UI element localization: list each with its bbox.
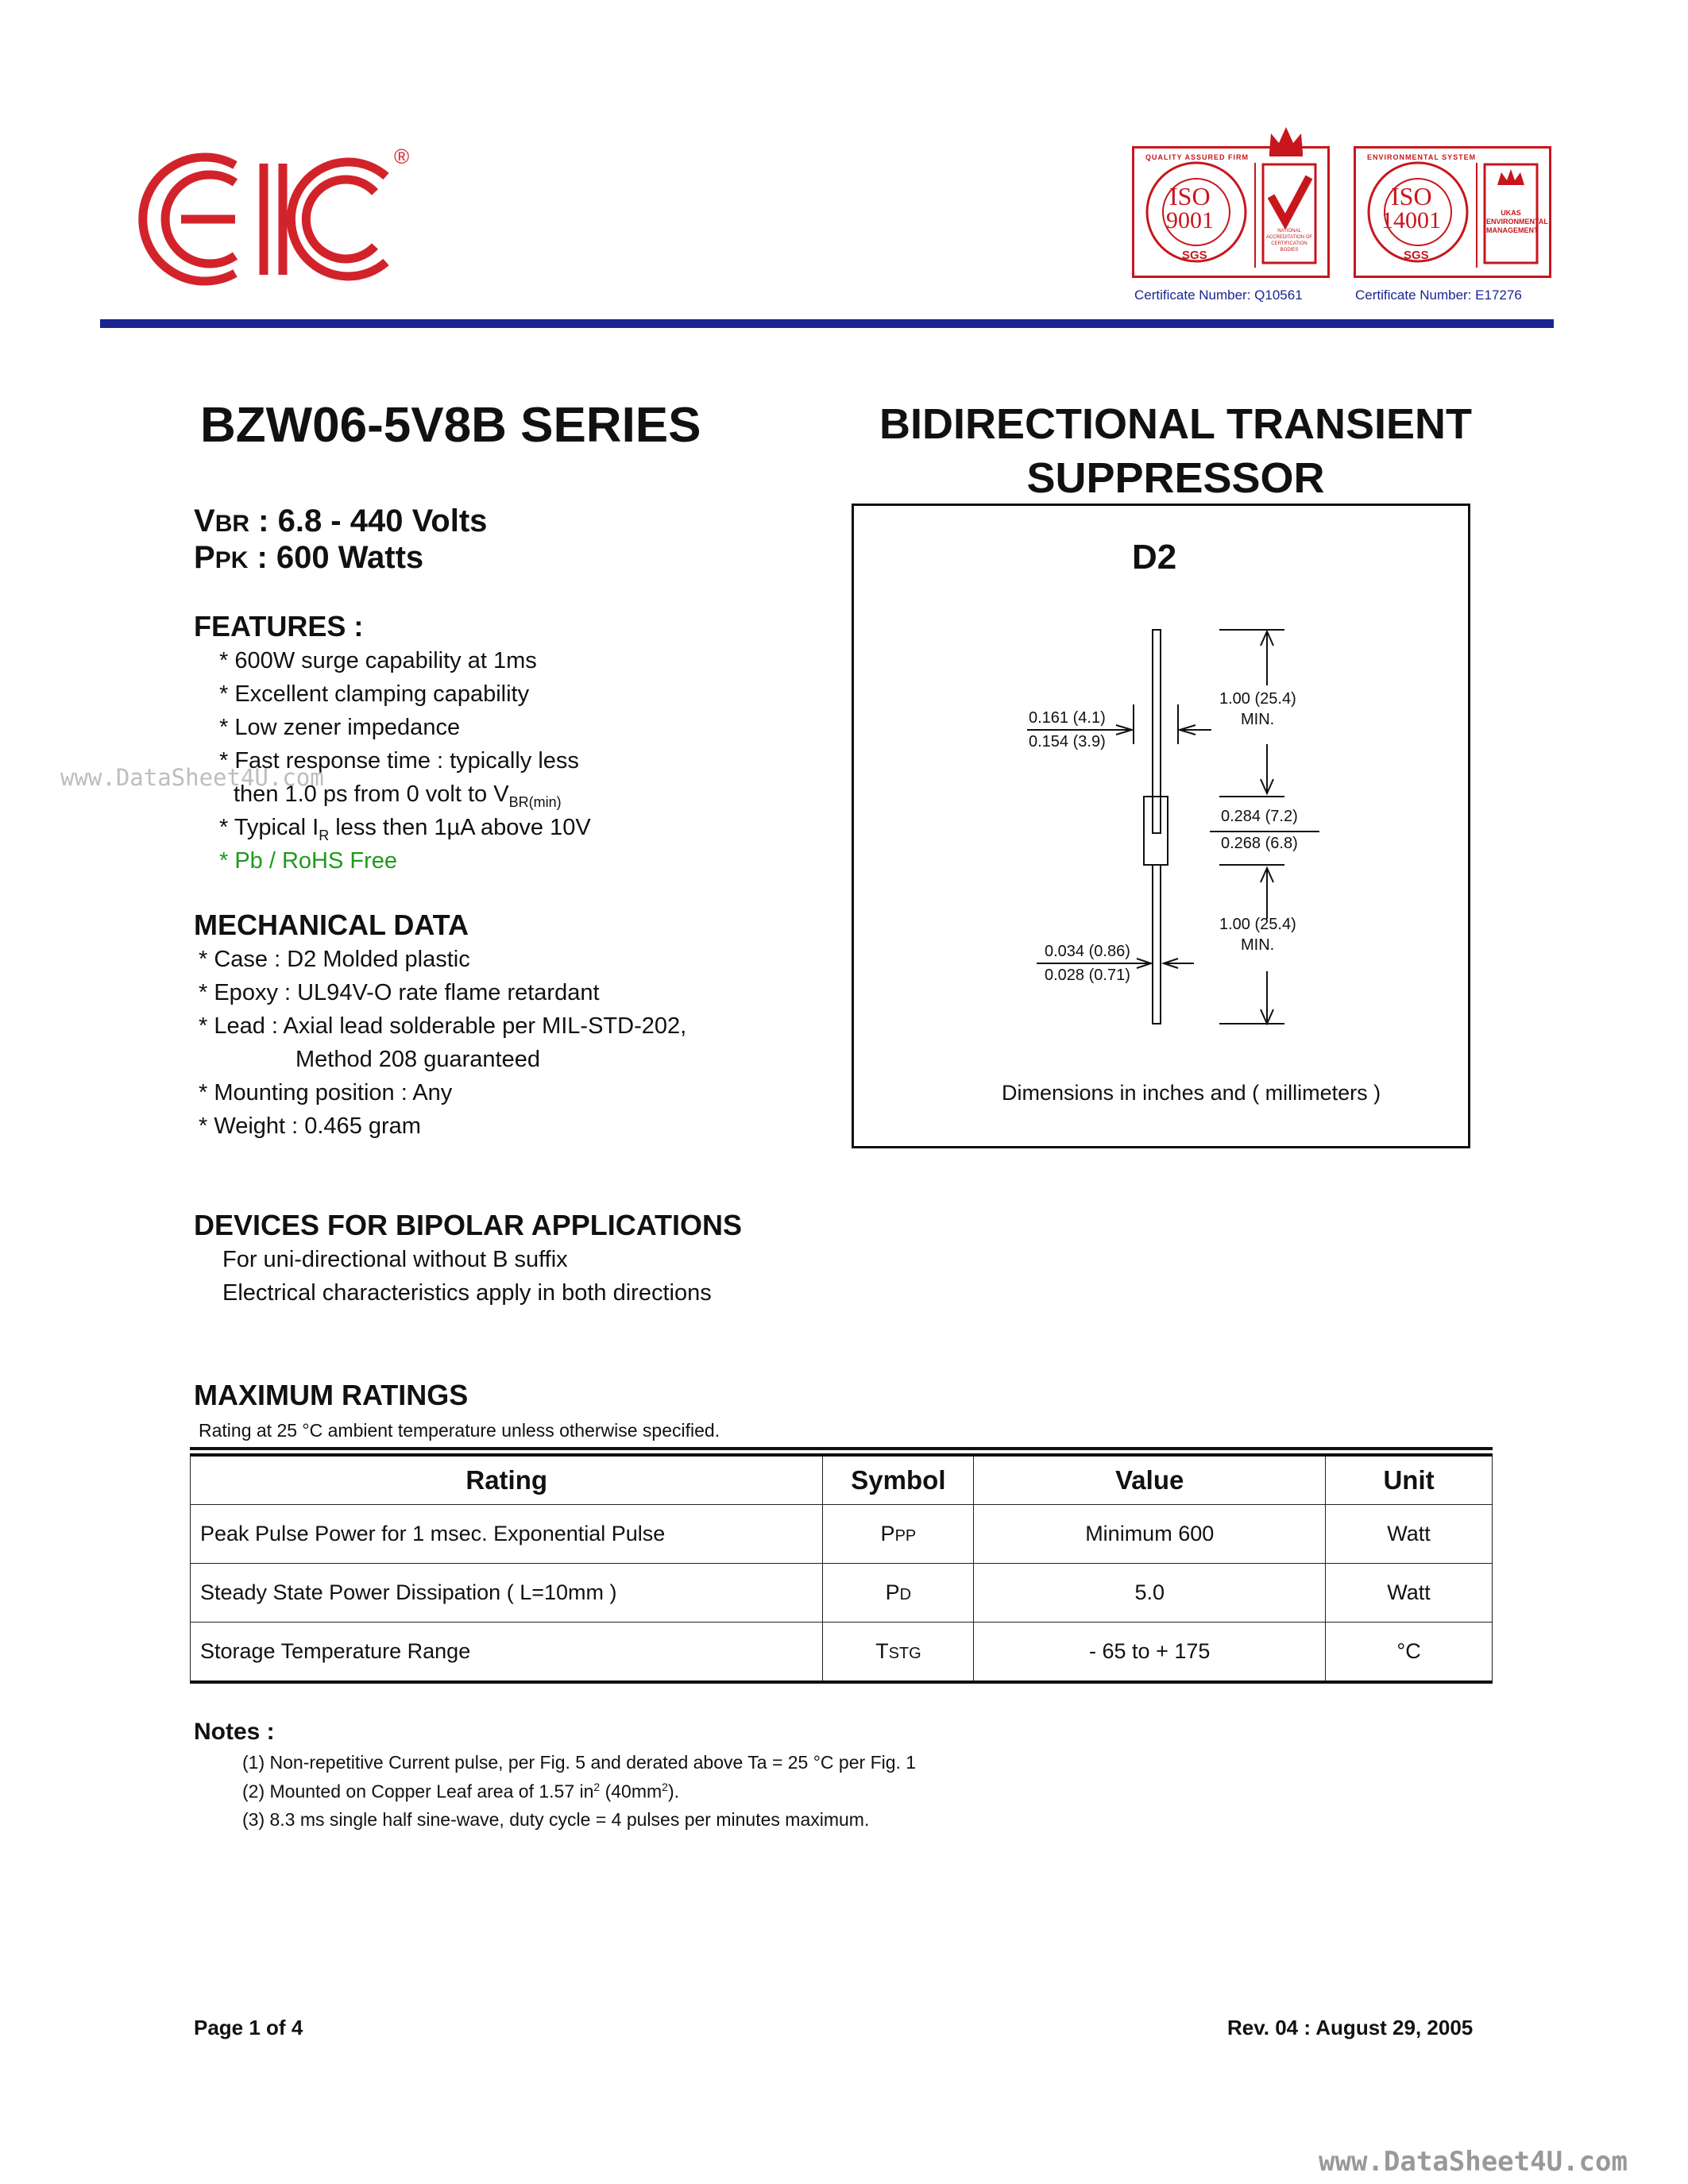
cert-agency: SGS: [1404, 249, 1429, 262]
cert-caption-1: Certificate Number: Q10561: [1134, 287, 1303, 303]
feature-item-rohs: * Pb / RoHS Free: [219, 848, 398, 874]
product-title-line1: BIDIRECTIONAL TRANSIENT: [879, 400, 1472, 448]
col-symbol: Symbol: [823, 1455, 974, 1505]
dim-lead-dia-min: 0.028 (0.71): [1045, 967, 1130, 984]
bipolar-line: For uni-directional without B suffix: [222, 1247, 568, 1272]
cert-accreditation: UKAS ENVIRONMENTAL MANAGEMENT: [1486, 209, 1548, 234]
mechanical-item: Method 208 guaranteed: [295, 1047, 540, 1072]
col-rating: Rating: [191, 1455, 823, 1505]
mechanical-item: * Weight : 0.465 gram: [199, 1113, 421, 1139]
iso14001-certificate: [1354, 146, 1551, 278]
table-row: [191, 1623, 1493, 1683]
mechanical-item: * Lead : Axial lead solderable per MIL-STD-202,: [199, 1013, 687, 1039]
col-value: Value: [974, 1455, 1326, 1505]
cert-agency: SGS: [1182, 249, 1207, 262]
revision: Rev. 04 : August 29, 2005: [1227, 2016, 1474, 2039]
notes-heading: Notes :: [194, 1719, 275, 1745]
feature-item: * Low zener impedance: [219, 715, 461, 740]
package-label: D2: [1132, 538, 1177, 577]
registered-mark: ®: [394, 145, 410, 168]
note-3: (3) 8.3 ms single half sine-wave, duty cycle = 4 pulses per minutes maximum.: [242, 1809, 870, 1830]
dim-bottom-min: MIN.: [1241, 936, 1275, 954]
page-number: Page 1 of 4: [194, 2016, 303, 2039]
note-2: (2) Mounted on Copper Leaf area of 1.57 $in^2$ $(40mm^2)$.: [242, 1781, 680, 1802]
mechanical-item: * Epoxy : UL94V-O rate flame retardant: [199, 980, 600, 1005]
feature-item: * 600W surge capability at 1ms: [219, 648, 537, 673]
cell-rating: Peak Pulse Power for 1 msec. Exponential Pulse: [191, 1505, 823, 1564]
note-1: (1) Non-repetitive Current pulse, per Fig. 5 and derated above Ta = 25 °C per Fig. 1: [242, 1752, 917, 1773]
dim-bottom-lead-length: 1.00 (25.4): [1219, 916, 1296, 933]
product-title: [842, 397, 1509, 505]
cell-symbol: PPP: [823, 1505, 974, 1564]
dim-body-len-min: 0.268 (6.8): [1221, 835, 1298, 852]
cell-value: - 65 to + 175: [974, 1623, 1326, 1683]
ratings-heading: MAXIMUM RATINGS: [194, 1379, 469, 1411]
mechanical-item: * Mounting position : Any: [199, 1080, 453, 1106]
cert-iso-number: 9001: [1166, 207, 1214, 233]
mechanical-item: * Case : D2 Molded plastic: [199, 947, 470, 972]
dim-body-dia-min: 0.154 (3.9): [1029, 733, 1106, 751]
cell-unit: Watt: [1326, 1505, 1493, 1564]
cell-rating: Storage Temperature Range: [191, 1623, 823, 1683]
table-header-row: [191, 1455, 1493, 1505]
iso9001-certificate: [1132, 146, 1330, 278]
ppk-spec: PPK : 600 Watts: [194, 540, 424, 575]
diagram-caption: Dimensions in inches and ( millimeters ): [1002, 1081, 1381, 1105]
cell-unit: Watt: [1326, 1564, 1493, 1623]
dim-body-dia-max: 0.161 (4.1): [1029, 709, 1106, 727]
header-divider: [100, 319, 1554, 328]
bipolar-heading: DEVICES FOR BIPOLAR APPLICATIONS: [194, 1209, 743, 1241]
mechanical-heading: MECHANICAL DATA: [194, 909, 469, 941]
series-title: BZW06-5V8B SERIES: [200, 398, 701, 453]
product-title-line2: SUPPRESSOR: [1026, 454, 1325, 502]
cert-accreditation: NATIONAL ACCREDITATION OF CERTIFICATION BODIES: [1265, 229, 1313, 253]
bipolar-line: Electrical characteristics apply in both directions: [222, 1280, 712, 1306]
features-heading: FEATURES :: [194, 610, 364, 642]
table-row: [191, 1564, 1493, 1623]
cert-caption-2: Certificate Number: E17276: [1355, 287, 1522, 303]
table-row: [191, 1505, 1493, 1564]
cell-symbol: PD: [823, 1564, 974, 1623]
col-unit: Unit: [1326, 1455, 1493, 1505]
dim-lead-dia-max: 0.034 (0.86): [1045, 943, 1130, 960]
cert-iso-number: 14001: [1381, 207, 1441, 233]
diode-outline-drawing: [854, 506, 1468, 1146]
cell-rating: Steady State Power Dissipation ( L=10mm ): [191, 1564, 823, 1623]
cell-symbol: TSTG: [823, 1623, 974, 1683]
cell-unit: °C: [1326, 1623, 1493, 1683]
cert-iso-label: ISO: [1169, 182, 1211, 210]
cell-value: Minimum 600: [974, 1505, 1326, 1564]
feature-item: then 1.0 ps from 0 volt to $V_{BR(min)}$: [234, 781, 562, 810]
cert-arc-text: QUALITY ASSURED FIRM: [1145, 153, 1250, 161]
package-diagram: [852, 504, 1470, 1148]
feature-item: * Typical $I_R$ less then 1µA above 10V: [219, 815, 591, 843]
cell-value: 5.0: [974, 1564, 1326, 1623]
dim-body-len-max: 0.284 (7.2): [1221, 808, 1298, 825]
ratings-subtitle: Rating at 25 °C ambient temperature unless otherwise specified.: [199, 1420, 720, 1441]
cert-iso-label: ISO: [1391, 182, 1432, 210]
vbr-spec: VBR : 6.8 - 440 Volts: [194, 504, 488, 538]
watermark-bottom: www.DataSheet4U.com: [1319, 2146, 1628, 2178]
feature-item: * Excellent clamping capability: [219, 681, 530, 707]
watermark-mid: www.DataSheet4U.com: [60, 764, 324, 791]
cert-arc-text: ENVIRONMENTAL SYSTEM: [1367, 153, 1477, 161]
ratings-table: [190, 1453, 1493, 1684]
feature-item: * Fast response time : typically less: [219, 748, 579, 774]
dim-top-lead-length: 1.00 (25.4): [1219, 690, 1296, 708]
eic-logo: [133, 149, 411, 292]
dim-top-min: MIN.: [1241, 711, 1275, 728]
crown-icon: [1266, 122, 1306, 161]
